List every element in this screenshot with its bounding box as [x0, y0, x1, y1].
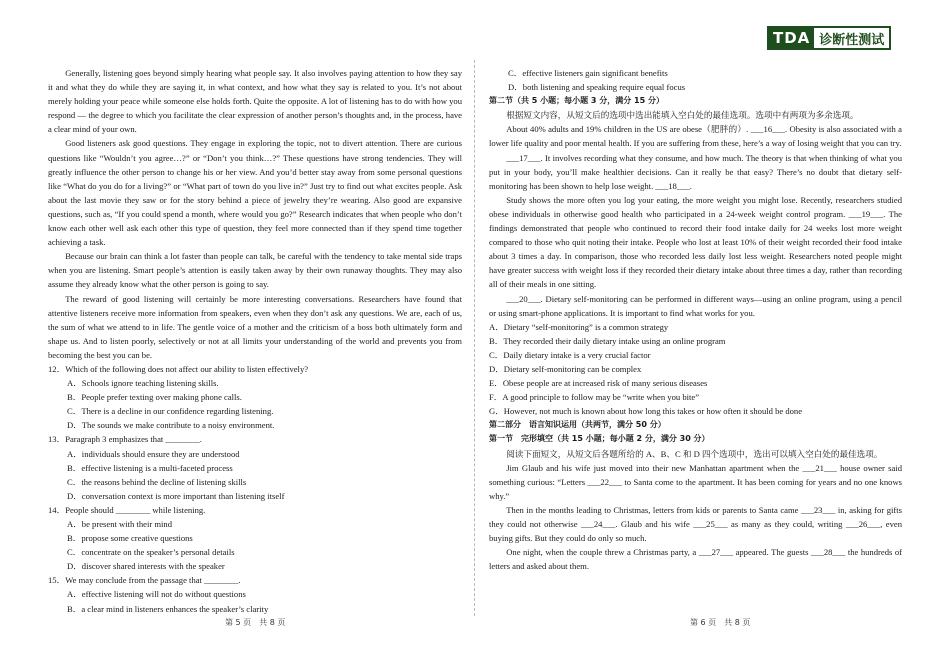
- option-b: B．They recorded their daily dietary intake using an online program: [489, 335, 726, 346]
- passage-paragraph-4: ___20___. Dietary self-monitoring can be performed in different ways—using an online program, using a pencil or using smart-phone applications. It is important to find what works for you.: [489, 293, 902, 318]
- page-number-left: 第 5 页 共 8 页: [225, 618, 286, 627]
- cloze-instructions: 阅读下面短文，从短文后各题所给的 A、B、C 和 D 四个选项中，选出可以填入空白处的最佳选项。: [506, 448, 883, 459]
- q14-option-b: B．propose some creative questions: [67, 533, 193, 544]
- option-c: C．Daily dietary intake is a very crucial factor: [489, 349, 651, 360]
- cloze-paragraph-1: Jim Glaub and his wife just moved into their new Manhattan apartment when the ___21___ house owner said something curious: “Letters ___22___ to Santa come to the apartment. It has been coming for years and no one knows why.”: [489, 462, 902, 501]
- q15-option-b: B．a clear mind in listeners enhances the speaker’s clarity: [67, 603, 269, 614]
- q13-option-a: A．individuals should ensure they are understood: [67, 448, 240, 459]
- paragraph-4: The reward of good listening will certainly be more interesting conversations. Researchers have found that attentive listeners receive more information from speakers, even when they don’t ask any questions. We are, each of us, the sum of what we attend to in life. The gentle voice of a mother and the criticism of a boss both ultimately form and shape us. And to listen poorly, selectively or not at all limits your understanding of the world and prevents you from becoming the best you can be.: [48, 293, 462, 360]
- q13-option-c: C．the reasons behind the decline of listening skills: [67, 476, 247, 487]
- left-column: [48, 66, 462, 616]
- paragraph-3: Because our brain can think a lot faster than people can talk, be careful with the tendency to take mental side traps when you are listening. Smart people’s attention is easily taken away by their own runaway thoughts. They may also assume they already know what the other person is going to say.: [48, 251, 462, 290]
- passage-paragraph-1: About 40% adults and 19% children in the US are obese（肥胖的）. ___16___. Obesity is also associated with a lower life quality and poor mental health. If you are suffering from these, here’s a way of losing weight that you can try.: [489, 124, 902, 149]
- q12-option-a: A．Schools ignore teaching listening skills.: [67, 378, 219, 389]
- q12-option-b: B．People prefer texting over making phone calls.: [67, 392, 242, 403]
- page-number-right: 第 6 页 共 8 页: [690, 618, 751, 627]
- passage-paragraph-3: Study shows the more often you log your eating, the more weight you might lose. Recently, researchers studied obese individuals in otherwise good health who participated in a 24-week weight control program. ___19___. The findings demonstrated that people who continued to record their food intake daily for 24 weeks lost more weight compared to those who quit noting their intake. People who lost at least 10% of their weight recorded their food intake about 3 times a day. In comparison, those who recorded less daily lost less weight. Researchers noted people might have greater success with weight loss if they recorded their dietary intake about three times a day, rather than recording all of their meals in one sitting.: [489, 194, 902, 290]
- question-13: 13．Paragraph 3 emphasizes that ________.: [48, 434, 202, 445]
- question-12: 12．Which of the following does not affect our ability to listen effectively?: [48, 363, 309, 374]
- q14-option-d: D．discover shared interests with the speaker: [67, 561, 225, 572]
- option-e: E．Obese people are at increased risk of many serious diseases: [489, 378, 708, 389]
- cloze-section-title: 第一节 完形填空（共 15 小题；每小题 2 分，满分 30 分）: [489, 434, 710, 444]
- cloze-paragraph-3: One night, when the couple threw a Christmas party, a ___27___ appeared. The guests ___28___ the hundreds of letters and asked about them.: [489, 547, 902, 572]
- passage-paragraph-2: ___17___. It involves recording what they consume, and how much. The theory is that when thinking of what you put in your body, you’ll make healthier decisions. Can it really be that easy? There’s no doubt that dietary self-monitoring has been shown to help lose weight. ___18___.: [489, 152, 902, 191]
- q14-option-a: A．be present with their mind: [67, 519, 173, 529]
- q15-option-c: C．effective listeners gain significant benefits: [508, 68, 668, 78]
- option-d: D．Dietary self-monitoring can be complex: [489, 363, 642, 374]
- column-divider: [474, 60, 475, 616]
- q15-option-d: D．both listening and speaking require equal focus: [508, 82, 686, 93]
- q14-option-c: C．concentrate on the speaker’s personal details: [67, 547, 235, 558]
- q13-option-d: D．conversation context is more important than listening itself: [67, 490, 285, 501]
- option-g: G．However, not much is known about how long this takes or how often it should be done: [489, 406, 803, 417]
- option-f: F．A good principle to follow may be “write when you bite”: [489, 392, 700, 403]
- question-15: 15．We may conclude from the passage that ________.: [48, 575, 241, 586]
- option-a: A．Dietary “self-monitoring” is a common strategy: [489, 321, 669, 332]
- part-2-title: 第二部分 语言知识运用（共两节，满分 50 分）: [489, 420, 666, 430]
- logo-title: 诊断性测试: [814, 28, 889, 48]
- right-column: [489, 66, 902, 573]
- cloze-paragraph-2: Then in the months leading to Christmas, letters from kids or parents to Santa came ___23___ in, asking for gifts they could not otherwise ___24___. Glaub and his wife ___25___ as many as they could, writing ___26___, even buying gifts. But they could do only so much.: [489, 504, 902, 544]
- question-14: 14．People should ________ while listening.: [48, 504, 206, 515]
- paragraph-1: Generally, listening goes beyond simply hearing what people say. It also involves paying attention to how they say it and what they do while they are saying it, in what context, and how what they say is related to you. It’s not about merely holding your peace while someone else holds forth. Quite the opposite. A lot of listening has to do with how you respond — the degree to which you facilitate the clear expression of another person’s thoughts and, in the process, have a clear mind of your own.: [48, 68, 462, 135]
- tda-logo: [767, 26, 891, 50]
- q13-option-b: B．effective listening is a multi-faceted process: [67, 462, 233, 473]
- q15-option-a: A．effective listening will not do without questions: [67, 589, 246, 600]
- q12-option-c: C．There is a decline in our confidence regarding listening.: [67, 406, 274, 417]
- logo-tda: TDA: [769, 28, 814, 48]
- section-2-title: 第二节（共 5 小题；每小题 3 分，满分 15 分）: [489, 96, 664, 106]
- section-2-instructions: 根据短文内容，从短文后的选项中选出能填入空白处的最佳选项。选项中有两项为多余选项。: [506, 110, 859, 121]
- q12-option-d: D．The sounds we make contribute to a noisy environment.: [67, 420, 275, 431]
- paragraph-2: Good listeners ask good questions. They engage in exploring the topic, not to divert attention. There are curious questions like “Wouldn’t you agree…?” or “Don’t you think…?” These questions have strong tendencies. They will greatly influence the other person to change his or her view. And you’d better stay away from some personal questions like “What do you do for a living?” or “What part of town do you live in?” Just try to find out what excites people. Ask about the last movie they saw or for the story behind a piece of jewelry they’re wearing. Also good are expansive questions, such as, “If you could spend a month, where would you go?” Research indicates that when people who don’t know each other well ask each other this type of question, they feel more connected than if they spend time together achieving a task.: [48, 138, 462, 248]
